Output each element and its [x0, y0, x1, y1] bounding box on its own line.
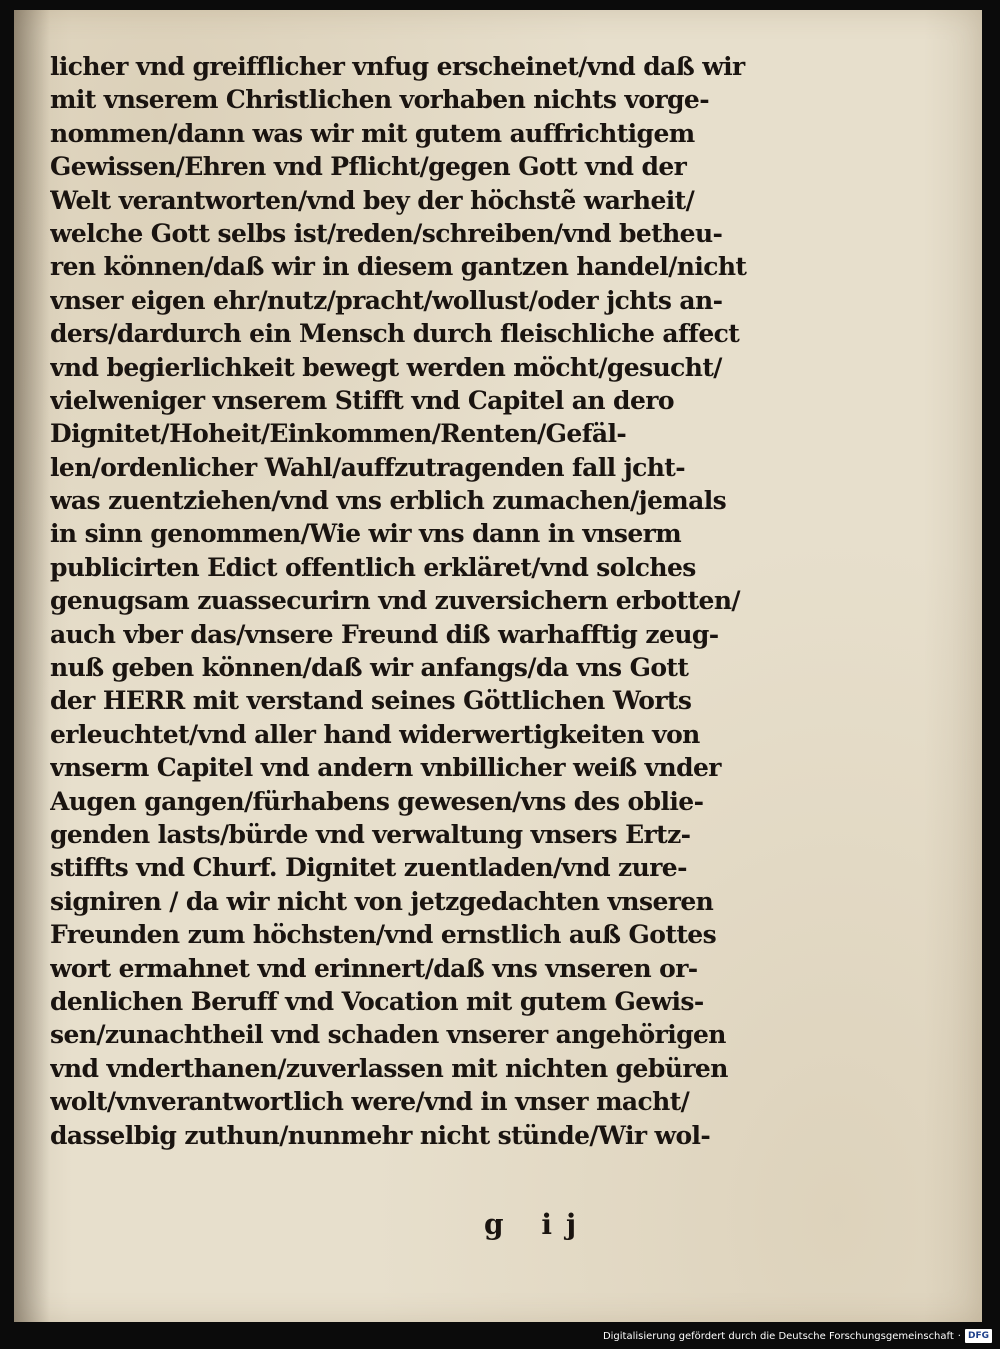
text-line: vnser eigen ehr/nutz/pracht/wollust/oder jchts an-: [50, 285, 723, 315]
text-line: wolt/vnverantwortlich were/vnd in vnser macht/: [50, 1087, 690, 1117]
text-line: Augen gangen/fürhabens gewesen/vns des oblie-: [50, 786, 704, 816]
text-line: signiren / da wir nicht von jetzgedachten vnseren: [50, 886, 714, 916]
text-line: dasselbig zuthun/nunmehr nicht stünde/Wir wol-: [50, 1120, 711, 1150]
binding-gutter-shadow: [14, 10, 50, 1322]
paper-page: [14, 10, 982, 1322]
dfg-logo-icon: DFG: [965, 1329, 992, 1343]
text-line: publicirten Edict offentlich erkläret/vnd solches: [50, 552, 696, 582]
text-line: vnd begierlichkeit bewegt werden möcht/gesucht/: [50, 352, 722, 382]
footer-credit: Digitalisierung gefördert durch die Deutsche Forschungsgemeinschaft: [602, 1330, 954, 1342]
text-line: genden lasts/bürde vnd verwaltung vnsers Ertz-: [50, 819, 691, 849]
text-line: auch vber das/vnsere Freund diß warhafftig zeug-: [50, 619, 719, 649]
text-line: ders/dardurch ein Mensch durch fleischliche affect: [50, 319, 740, 349]
text-line: wort ermahnet vnd erinnert/daß vns vnseren or-: [50, 953, 698, 983]
text-line: in sinn genommen/Wie wir vns dann in vnserm: [50, 519, 682, 549]
text-line: der HERR mit verstand seines Göttlichen Worts: [50, 686, 692, 716]
text-line: genugsam zuassecurirn vnd zuversichern erbotten/: [50, 586, 740, 616]
text-line: Welt verantworten/vnd bey der höchstẽ warheit/: [50, 185, 695, 215]
text-line: licher vnd greifflicher vnfug erscheinet/vnd daß wir: [50, 52, 745, 81]
text-line: mit vnserem Christlichen vorhaben nichts vorge-: [50, 85, 710, 115]
text-line: nommen/dann was wir mit gutem auffrichtigem: [50, 118, 695, 148]
text-line: Dignitet/Hoheit/Einkommen/Renten/Gefäl-: [50, 419, 627, 449]
text-line: vnserm Capitel vnd andern vnbillicher weiß vnder: [50, 753, 721, 783]
text-line: was zuentziehen/vnd vns erblich zumachen/jemals: [50, 486, 727, 516]
text-line: sen/zunachtheil vnd schaden vnserer angehörigen: [50, 1020, 726, 1050]
text-line: denlichen Beruff vnd Vocation mit gutem Gewis-: [50, 986, 704, 1016]
text-line: erleuchtet/vnd aller hand widerwertigkeiten von: [50, 719, 700, 749]
text-line: vielweniger vnserem Stifft vnd Capitel an dero: [50, 385, 674, 415]
text-line: stiffts vnd Churf. Dignitet zuentladen/vnd zure-: [50, 853, 687, 883]
text-line: welche Gott selbs ist/reden/schreiben/vnd betheu-: [50, 218, 723, 248]
text-line: len/ordenlicher Wahl/auffzutragenden fall jcht-: [50, 452, 686, 482]
digitization-footer: [603, 1327, 992, 1345]
body-text: [50, 50, 794, 1152]
text-line: ren können/daß wir in diesem gantzen handel/nicht: [50, 252, 747, 282]
footer-separator: ·: [957, 1330, 961, 1342]
text-line: Freunden zum höchsten/vnd ernstlich auß Gottes: [50, 920, 717, 950]
text-line: Gewissen/Ehren vnd Pflicht/gegen Gott vnd der: [50, 152, 687, 182]
text-line: vnd vnderthanen/zuverlassen mit nichten gebüren: [50, 1053, 728, 1083]
signature-mark: g ij: [484, 1208, 591, 1241]
text-line: nuß geben können/daß wir anfangs/da vns Gott: [50, 653, 689, 683]
